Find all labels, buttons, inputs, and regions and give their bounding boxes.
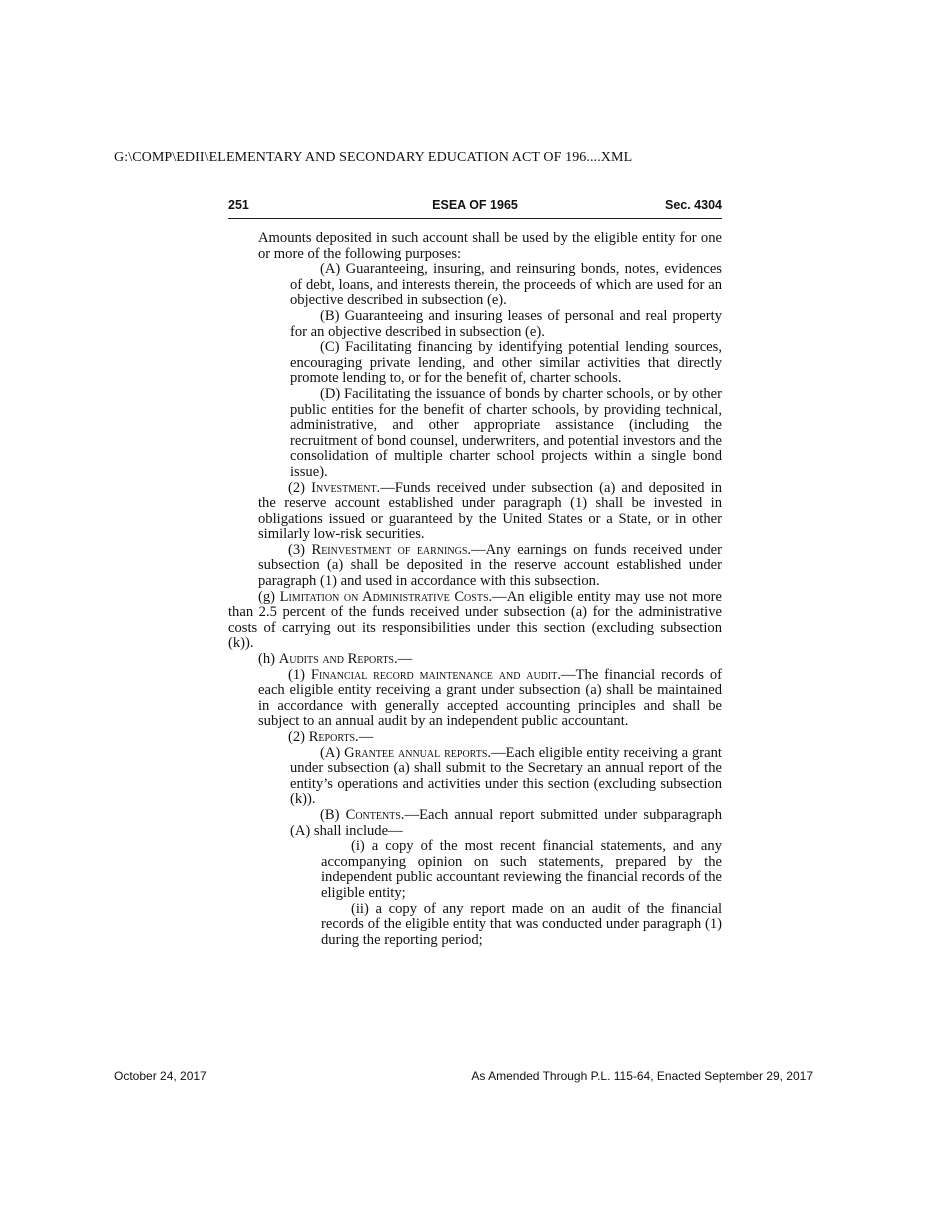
paragraph-text: —Funds received under subsection (a) and deposited in the reserve account established under paragraph (1) shall be invested in obligations issued or guaranteed by the United States or a State, or in other similarly low-risk securities.: [258, 479, 722, 543]
running-head: [228, 197, 722, 219]
subparagraph-h2B: [228, 808, 722, 839]
subparagraph-heading: Contents.: [345, 806, 405, 823]
subsection-heading: Audits and Reports.: [278, 651, 398, 668]
section-number: Sec. 4304: [665, 198, 722, 212]
subsection-text: —An eligible entity may use not more than 2.5 percent of the funds received under subsection (a) for the administrative costs of carrying out its responsibilities under this section (excluding subsection (k)).: [228, 588, 722, 652]
clause-ii: (ii) a copy of any report made on an audit of the financial records of the eligible entity that was conducted under paragraph (1) during the reporting period;: [321, 900, 722, 948]
running-head-title: ESEA OF 1965: [432, 198, 518, 212]
subparagraph-heading: Grantee annual reports.: [344, 744, 492, 761]
subparagraph-text: —Each annual report submitted under subparagraph (A) shall include—: [290, 806, 722, 839]
file-path: G:\COMP\EDII\ELEMENTARY AND SECONDARY EDUCATION ACT OF 196....XML: [114, 150, 633, 165]
subsection-g: [228, 590, 722, 652]
paragraph-number: (2): [288, 479, 306, 496]
subparagraph-number: (B): [320, 806, 340, 823]
paragraph-number: (3): [288, 541, 306, 558]
subsection-heading: Limitation on Administrative Costs.: [279, 588, 493, 605]
paragraph-B: (B) Guaranteeing and insuring leases of personal and real property for an objective described in subsection (e).: [290, 307, 722, 340]
subsection-text: —: [397, 651, 413, 668]
page-number: 251: [228, 198, 249, 212]
paragraph-text: —: [358, 729, 374, 745]
clause-i: (i) a copy of the most recent financial statements, and any accompanying opinion on such statements, prepared by the independent public accountant reviewing the financial records of the eligible entity;: [321, 838, 722, 901]
paragraph-number: (2): [288, 729, 306, 745]
paragraph-heading: Reinvestment of earnings.: [311, 541, 472, 558]
paragraph-heading: Reports.: [308, 729, 359, 745]
document-body: [228, 231, 722, 948]
paragraph-number: (1): [288, 666, 306, 683]
paragraph-heading: Financial record maintenance and audit.: [310, 666, 562, 683]
subparagraph-h2A: [228, 746, 722, 808]
subsection-h: [228, 652, 722, 668]
paragraph-h2: [228, 730, 722, 746]
paragraph-h1: [228, 668, 722, 730]
paragraph-text: —Any earnings on funds received under subsection (a) shall be deposited in the reserve account established under paragraph (1) and used in accordance with this subsection.: [258, 541, 723, 590]
subsection-number: (h): [258, 651, 276, 668]
paragraph-2-investment: [228, 481, 722, 543]
paragraph-amounts: Amounts deposited in such account shall be used by the eligible entity for one or more of the following purposes:: [258, 230, 722, 262]
subsection-number: (g): [258, 588, 276, 605]
paragraph-C: (C) Facilitating financing by identifying potential lending sources, encouraging private lending, and other similar activities that directly promote lending to, or for the benefit of, charter schools.: [290, 339, 722, 387]
footer-date: October 24, 2017: [114, 1069, 207, 1083]
subparagraph-number: (A): [320, 744, 341, 761]
footer-amended: As Amended Through P.L. 115-64, Enacted September 29, 2017: [471, 1069, 813, 1083]
paragraph-A: (A) Guaranteeing, insuring, and reinsuring bonds, notes, evidences of debt, loans, and interests therein, the proceeds of which are used for an objective described in subsection (e).: [290, 261, 722, 309]
paragraph-D: (D) Facilitating the issuance of bonds by charter schools, or by other public entities for the benefit of charter schools, by providing technical, administrative, and other appropriate assistance (including the recruitment of bond counsel, underwriters, and potential investors and the consolidation of multiple charter school projects within a single bond issue).: [290, 385, 722, 480]
paragraph-text: —The financial records of each eligible entity receiving a grant under subsection (a) shall be maintained in accordance with generally accepted accounting principles and shall be subject to an annual audit by an independent public accountant.: [258, 666, 723, 730]
subparagraph-text: —Each eligible entity receiving a grant under subsection (a) shall submit to the Secretary an annual report of the entity’s operations and activities under this section (excluding subsection (k)).: [290, 744, 722, 808]
paragraph-heading: Investment.: [311, 479, 381, 496]
paragraph-3-reinvestment: [228, 543, 722, 590]
